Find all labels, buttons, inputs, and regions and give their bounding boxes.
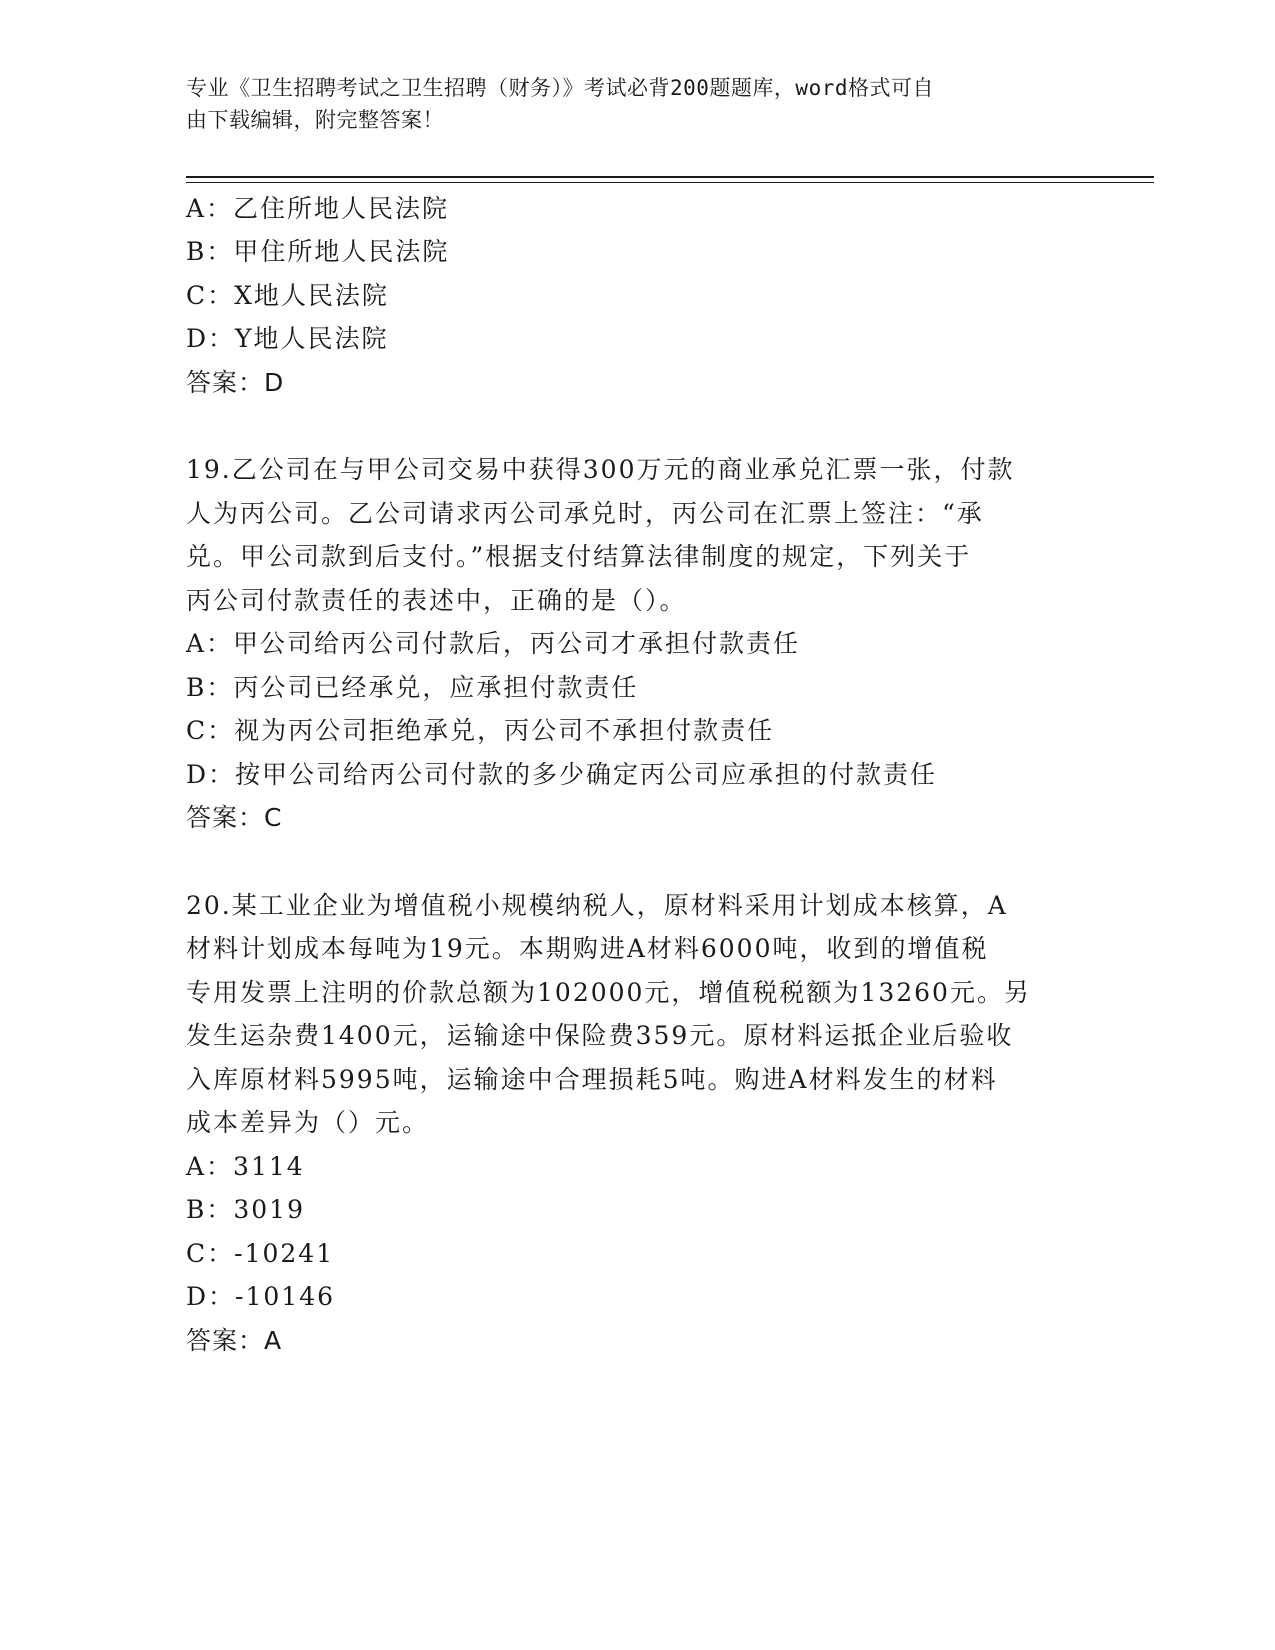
header-divider-thin bbox=[186, 182, 1154, 183]
q19-stem-line-2: 人为丙公司。乙公司请求丙公司承兑时，丙公司在汇票上签注：“承 bbox=[186, 499, 984, 528]
q20-stem-line-5: 入库原材料5995吨，运输途中合理损耗5吨。购进A材料发生的材料 bbox=[186, 1065, 998, 1094]
q18-option-c: C：X地人民法院 bbox=[186, 281, 389, 310]
header-line-1: 专业《卫生招聘考试之卫生招聘（财务）》考试必背200题题库，word格式可自 bbox=[186, 76, 934, 100]
q20-option-c: C：-10241 bbox=[186, 1239, 335, 1268]
q20-stem-line-6: 成本差异为（）元。 bbox=[186, 1108, 430, 1137]
q19-answer: 答案：C bbox=[186, 803, 283, 832]
q19-stem-line-3: 兑。甲公司款到后支付。”根据支付结算法律制度的规定，下列关于 bbox=[186, 542, 972, 571]
q18-option-b: B：甲住所地人民法院 bbox=[186, 237, 450, 266]
q20-option-a: A：3114 bbox=[186, 1152, 305, 1181]
q19-option-c: C：视为丙公司拒绝承兑，丙公司不承担付款责任 bbox=[186, 716, 775, 745]
header-divider bbox=[186, 176, 1154, 178]
header-line-2: 由下载编辑，附完整答案！ bbox=[186, 108, 444, 132]
q19-stem-line-1: 19.乙公司在与甲公司交易中获得300万元的商业承兑汇票一张，付款 bbox=[186, 455, 1015, 484]
q20-answer: 答案：A bbox=[186, 1326, 283, 1355]
q19-option-a: A：甲公司给丙公司付款后，丙公司才承担付款责任 bbox=[186, 629, 801, 658]
q20-stem-line-3: 专用发票上注明的价款总额为102000元，增值税税额为13260元。另 bbox=[186, 978, 1031, 1007]
q18-option-a: A：乙住所地人民法院 bbox=[186, 194, 450, 223]
q20-stem-line-4: 发生运杂费1400元，运输途中保险费359元。原材料运抵企业后验收 bbox=[186, 1021, 1014, 1050]
q20-option-b: B：3019 bbox=[186, 1195, 305, 1224]
q18-option-d: D：Y地人民法院 bbox=[186, 324, 389, 353]
q20-stem-line-1: 20.某工业企业为增值税小规模纳税人，原材料采用计划成本核算，A bbox=[186, 891, 1008, 920]
q20-stem-line-2: 材料计划成本每吨为19元。本期购进A材料6000吨，收到的增值税 bbox=[186, 934, 989, 963]
q19-option-d: D：按甲公司给丙公司付款的多少确定丙公司应承担的付款责任 bbox=[186, 760, 938, 789]
page-header bbox=[186, 72, 1066, 136]
q18-answer: 答案：D bbox=[186, 368, 285, 397]
q19-option-b: B：丙公司已经承兑，应承担付款责任 bbox=[186, 673, 639, 702]
q20-option-d: D：-10146 bbox=[186, 1282, 336, 1311]
q19-stem-line-4: 丙公司付款责任的表述中，正确的是（）。 bbox=[186, 586, 687, 615]
